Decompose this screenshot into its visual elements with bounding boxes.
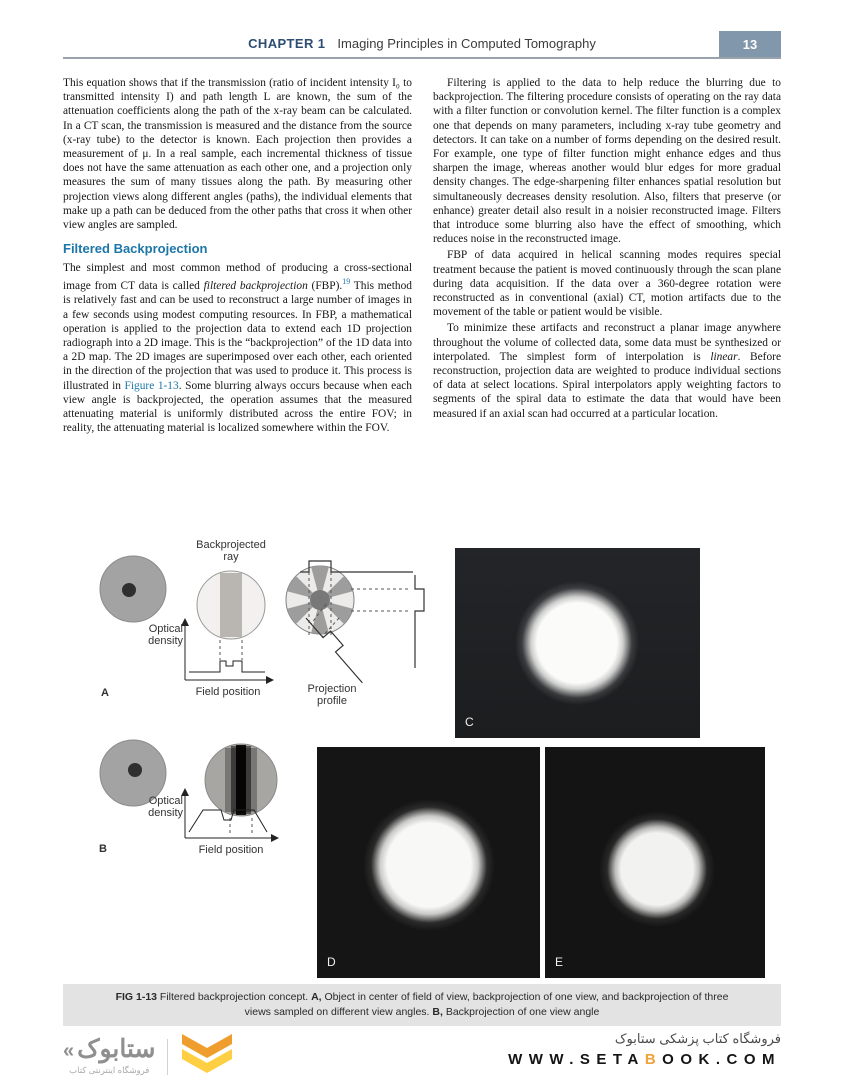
page-number: 13	[742, 36, 758, 52]
body-paragraph: FBP of data acquired in helical scanning modes requires special treatment because the patient is moved continuously through the scan plane during data acquisition. If the data over a 360-degree rotation were reconstructed as in conventional (axial) CT, motion artifacts due to the movement of the table or patient would be visible.	[433, 249, 781, 319]
footer-right	[508, 1031, 781, 1068]
logo-divider	[167, 1039, 168, 1075]
left-column	[63, 76, 412, 437]
backprojected-ray-label: Backprojected	[196, 539, 266, 551]
logo-name: ستابوک	[77, 1035, 156, 1063]
url-part: WWW.SETA	[508, 1051, 645, 1068]
paragraph-text: To minimize these artifacts and reconstruct a planar image anywhere throughout the volume of collected data, some data must be synthesized or interpolated. The simplest form of interpolation is	[433, 322, 781, 363]
backprojection-three-views-circle	[286, 566, 354, 634]
body-paragraph	[63, 261, 412, 435]
caption-panel-b: B,	[432, 1005, 443, 1018]
panel-label-c: C	[465, 715, 474, 729]
paragraph-text: . Some blurring always occurs because when each view angle is backprojected, the operation assumes that the measured attenuating material is uniformly distributed across the entire FOV; in reality, the attenuating material is localized somewhere within the FOV.	[63, 379, 412, 435]
body-paragraph	[433, 321, 781, 420]
url-part: OOK.COM	[662, 1051, 781, 1068]
section-heading: Filtered Backprojection	[63, 241, 208, 257]
italic-term: linear	[710, 350, 738, 363]
ct-image-e	[545, 747, 765, 978]
body-paragraph: This equation shows that if the transmission (ratio of incident intensity I₀ to transmitted intensity I) and path length L are known, the sum of the attenuation coefficients along the path of the x-ray beam can be calculated. In a CT scan, the transmission is measured and the distance from the source (x-ray tube) to the detector is known. Each projection then provides a measurement of μ. In a real sample, each incremental thickness of tissue does not have the same attenuation as each other one, and a projection only measures the sum of many tissues along the path. By measuring other projection views along different angles (paths), the individual elements that make up a path can be deduced from the other paths that cross it when other view angles are sampled.	[63, 77, 412, 232]
page-header	[0, 36, 844, 51]
paragraph-text: . Before reconstruction, projection data are weighted to produce individual sections of data at select locations. Spiral interpolators apply weighting factors to segments of the spiral data to estimate the data that would have been measured if an axial scan had occurred at a particular location.	[433, 350, 781, 420]
panel-label-d: D	[327, 955, 336, 969]
reference-link[interactable]: 19	[342, 277, 351, 287]
website-url	[508, 1051, 781, 1068]
ct-image-c	[455, 548, 700, 738]
header-rule	[63, 57, 781, 59]
logo-guillemet-mark: «	[63, 1040, 75, 1062]
paragraph-text: This method is relatively fast and can be used to reconstruct a large number of images in a few seconds using modest computing resources. In FBP, a mathematical operation is applied to the projection data to extend each 1D projection radiograph into a 2D image. This is the “backprojection” of the 1D data into a 2D map. The 2D images are superimposed over each other, each oriented in the direction of the projection that was used to produce it. This process is illustrated in	[63, 280, 412, 392]
field-position-label-b: Field position	[198, 844, 264, 856]
page-number-badge	[719, 31, 781, 57]
field-position-label-a: Field position	[195, 686, 261, 698]
chapter-title: Imaging Principles in Computed Tomography	[337, 36, 596, 51]
ct-image-d	[317, 747, 540, 978]
url-accent-letter: B	[644, 1051, 663, 1068]
publisher-footer	[63, 1031, 781, 1077]
caption-text: Backprojection of one view angle	[442, 1005, 600, 1018]
right-column	[433, 76, 781, 423]
projection-profile-label: Projection	[307, 683, 357, 695]
logo-subtitle: فروشگاه اینترنتی کتاب	[69, 1065, 150, 1075]
optical-density-label-b: Optical	[148, 795, 183, 807]
body-paragraph: Filtering is applied to the data to help reduce the blurring due to backprojection. The filtering procedure consists of operating on the ray data with a filter function or convolution kernel. The filter function is a complex one that depends on many parameters, including x-ray tube geometry and detectors. It can take on a number of forms depending on the desired result. For example, one type of filter function might enhance edges and thus sharpen the image, whereas another would blur edges for more gradual density changes. The edge-sharpening filter enhances spatial resolution but simultaneously decreases density resolution. Also, filters that preserve (or enhance) greater detail also result in a noisier reconstructed image. Filters that introduce some blurring also have the effect of smoothing, which reduces noise in the reconstructed image.	[433, 77, 781, 246]
setabook-logo	[63, 1033, 234, 1080]
panel-label-e: E	[555, 955, 564, 969]
figure-1-13	[63, 520, 781, 983]
panel-label-b: B	[99, 843, 107, 855]
figure-caption-number: FIG 1-13	[115, 991, 157, 1003]
setabook-chevron-icon	[180, 1033, 234, 1080]
italic-term: filtered backprojection	[203, 280, 308, 293]
paragraph-text: The simplest and most common method of producing a cross-sectional image from CT data is called	[63, 262, 412, 293]
figure-caption	[63, 984, 781, 1026]
caption-panel-a: A,	[311, 991, 322, 1003]
optical-density-label-a: Optical	[148, 623, 183, 635]
backprojection-blurred-circle-b	[205, 744, 277, 816]
caption-text: Filtered backprojection concept.	[157, 991, 312, 1003]
backprojected-ray-label-2: ray	[223, 551, 239, 563]
shop-title: فروشگاه کتاب پزشکی ستابوک	[614, 1031, 781, 1046]
chapter-number: CHAPTER 1	[248, 36, 326, 51]
object-circle-a	[100, 556, 166, 622]
panel-label-a: A	[101, 687, 109, 699]
caption-text: Object in center of field of view, backprojection of one view, and backprojection of three views sampled on different view angles.	[244, 991, 729, 1018]
setabook-logo-text	[63, 1037, 155, 1076]
optical-density-label-b2: density	[148, 807, 183, 819]
figure-crossref-link[interactable]: Figure 1-13	[124, 379, 179, 392]
projection-profile-label-2: profile	[317, 695, 347, 707]
backprojection-one-view-circle	[197, 571, 265, 639]
optical-density-label-a2: density	[148, 635, 183, 647]
paragraph-text: (FBP).	[307, 280, 343, 293]
